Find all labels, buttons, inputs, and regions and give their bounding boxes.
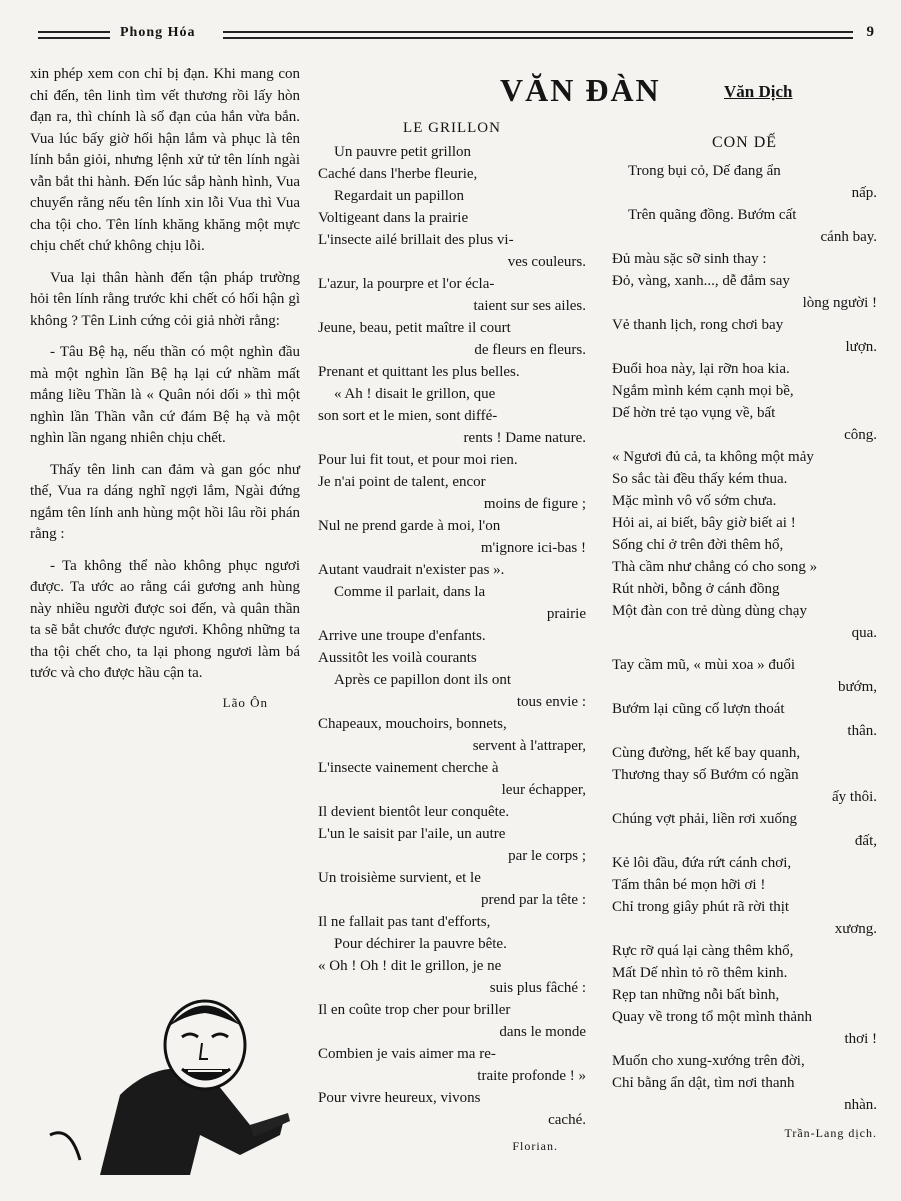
poem-line: Vẻ thanh lịch, rong chơi bay xyxy=(612,317,784,333)
poem-line: Il devient bientôt leur conquête. xyxy=(318,804,510,820)
article-paragraph: xin phép xem con chỉ bị đạn. Khi mang con chỉ đến, tên linh tìm vết thương rồi lấy hòn đạn ra, thì chính là số đạn của hắn vừa bắn. Vua lúc bấy giờ hối hận lắm và phục là tên lính bắn giỏi, nhưng lệnh xử tử tên lính ngài vẫn bắt thi hành. Đến lúc sắp hành hình, Vua chuyển rằng nếu tên lính xin lỗi Vua thì Vua cha tội cho. Tên lính khăng khăng một mực chịu chết chứ không chịu lỗi. xyxy=(30,66,300,254)
section-title: VĂN ĐÀN xyxy=(500,72,661,108)
poem-line: Hỏi ai, ai biết, bây giờ biết ai ! xyxy=(612,515,796,531)
article-paragraph: - Tâu Bệ hạ, nếu thần có một nghìn đầu mà một nghìn lần Bệ hạ lại cứ nhầm mất mắng liều Thần là « Quân nói dối » thì một nghìn lần Thần vẫn cứ đám Bệ hạ và một nghìn lần ngang nhiên chịu chết. xyxy=(30,344,300,446)
poem-line: bướm, xyxy=(838,679,877,695)
article-signature: Lão Ôn xyxy=(222,694,268,710)
poem-line: par le corps ; xyxy=(508,848,586,864)
poem-line: Pour déchirer la pauvre bête. xyxy=(334,936,507,952)
french-poem-title: LE GRILLON xyxy=(403,120,501,136)
cartoon-illustration xyxy=(40,985,290,1175)
viet-poem-signature: Trần-Lang dịch. xyxy=(784,1126,877,1140)
poem-line: Pour lui fit tout, et pour moi rien. xyxy=(318,452,518,468)
header-rule-right xyxy=(223,31,853,33)
magazine-title: Phong Hóa xyxy=(120,25,196,40)
poem-line: Aussitôt les voilà courants xyxy=(318,650,477,666)
poem-line: Il ne fallait pas tant d'efforts, xyxy=(318,914,491,930)
poem-line: Đủ màu sặc sỡ sinh thay : xyxy=(612,251,767,267)
poem-line: So sắc tài đều thấy kém thua. xyxy=(612,471,788,487)
poem-line: cánh bay. xyxy=(820,229,877,245)
poem-line: Pour vivre heureux, vivons xyxy=(318,1090,481,1106)
page-number: 9 xyxy=(866,24,874,40)
viet-poem-lines xyxy=(612,160,877,1116)
poem-line: L'insecte vainement cherche à xyxy=(318,760,499,776)
poem-line: Combien je vais aimer ma re- xyxy=(318,1046,496,1062)
header-rule-right-2 xyxy=(223,37,853,39)
article-paragraph: Vua lại thân hành đến tận pháp trường hỏi tên lính rằng trước khi chết có hối hận gì không ? Tên Linh cứng cỏi giả nhời rằng: xyxy=(30,269,300,329)
poem-line: Trên quãng đồng. Bướm cất xyxy=(628,207,797,223)
poem-line: Prenant et quittant les plus belles. xyxy=(318,364,520,380)
poem-line: traite profonde ! » xyxy=(477,1068,586,1084)
poem-line: Chỉ trong giây phút rã rời thịt xyxy=(612,899,790,915)
poem-line: qua. xyxy=(851,625,877,641)
poem-line: Il en coûte trop cher pour briller xyxy=(318,1002,511,1018)
poem-line: Comme il parlait, dans la xyxy=(334,584,486,600)
poem-line: Mất Dế nhìn tỏ rõ thêm kinh. xyxy=(612,965,788,981)
poem-line: servent à l'attraper, xyxy=(472,738,586,754)
poem-line: lòng người ! xyxy=(802,295,877,311)
french-poem-column xyxy=(318,64,586,1157)
poem-line: « Ah ! disait le grillon, que xyxy=(334,386,496,402)
poem-line: prairie xyxy=(546,606,586,622)
poem-line: nhàn. xyxy=(844,1097,877,1113)
poem-line: « Ngươi đủ cả, ta không một mảy xyxy=(612,449,814,465)
page-header xyxy=(38,22,876,50)
poem-line: Nul ne prend garde à moi, l'on xyxy=(318,518,501,534)
poem-line: Trong bụi cỏ, Dế đang ẩn xyxy=(628,163,781,179)
poem-line: đất, xyxy=(854,833,877,849)
poem-line: Thương thay số Bướm có ngần xyxy=(612,767,799,783)
section-subtitle: Văn Dịch xyxy=(724,82,793,101)
article-paragraph: Thấy tên linh can đảm và gan góc như thế, Vua ra dáng nghĩ ngợi lắm, Ngài đứng ngắm tên lính anh hùng một hồi lâu rồi phán rằng : xyxy=(30,461,300,542)
poem-line: xương. xyxy=(834,921,877,937)
poem-line: Cùng đường, hết kế bay quanh, xyxy=(612,745,801,761)
poem-line: Chapeaux, mouchoirs, bonnets, xyxy=(318,716,507,732)
poem-line: tous envie : xyxy=(516,694,586,710)
poem-line: Autant vaudrait n'exister pas ». xyxy=(318,562,505,578)
poem-line: Je n'ai point de talent, encor xyxy=(318,474,486,490)
poem-line: Rực rỡ quá lại càng thêm khổ, xyxy=(612,943,794,959)
poem-line: de fleurs en fleurs. xyxy=(474,342,586,358)
poem-line: rents ! Dame nature. xyxy=(463,430,586,446)
poem-line: caché. xyxy=(548,1112,586,1128)
french-poem-lines xyxy=(318,141,586,1131)
poem-line: Arrive une troupe d'enfants. xyxy=(318,628,486,644)
poem-line: Un pauvre petit grillon xyxy=(334,144,472,160)
poem-line: dans le monde xyxy=(499,1024,586,1040)
poem-line: Rẹp tan những nỗi bất bình, xyxy=(612,987,780,1003)
poem-line: Sống chỉ ở trên đời thêm hổ, xyxy=(612,537,784,553)
poem-line: Chỉ bằng ẩn dật, tìm nơi thanh xyxy=(612,1075,795,1091)
article-column xyxy=(30,64,300,711)
poem-line: nấp. xyxy=(851,185,877,201)
poem-line: L'un le saisit par l'aile, un autre xyxy=(318,826,506,842)
poem-line: công. xyxy=(844,427,877,443)
poem-line: Voltigeant dans la prairie xyxy=(318,210,469,226)
poem-line: Mặc mình vô vố sớm chưa. xyxy=(612,493,777,509)
header-rule-left xyxy=(38,31,110,33)
poem-line: Đỏ, vàng, xanh..., dễ đắm say xyxy=(612,273,790,289)
poem-line: Kẻ lôi đầu, đứa rứt cánh chơi, xyxy=(612,855,792,871)
poem-line: son sort et le mien, sont diffé- xyxy=(318,408,498,424)
poem-line: suis plus fâché : xyxy=(489,980,586,996)
poem-line: Caché dans l'herbe fleurie, xyxy=(318,166,478,182)
poem-line: Quay về trong tổ một mình thảnh xyxy=(612,1009,812,1025)
poem-line: Tay cầm mũ, « mùi xoa » đuổi xyxy=(612,657,796,673)
poem-line: Ngắm mình kém cạnh mọi bề, xyxy=(612,383,794,399)
poem-line: Un troisième survient, et le xyxy=(318,870,481,886)
poem-line: Dế hờn trẻ tạo vụng về, bất xyxy=(612,405,776,421)
viet-poem-title: CON DẾ xyxy=(711,134,778,151)
poem-line: m'ignore ici-bas ! xyxy=(480,540,586,556)
poem-line: ấy thôi. xyxy=(832,789,877,805)
viet-poem-column xyxy=(612,64,877,1144)
poem-line: lượn. xyxy=(845,339,877,355)
poem-line: ves couleurs. xyxy=(507,254,586,270)
poem-line: Regardait un papillon xyxy=(334,188,464,204)
poem-line: Muốn cho xung-xướng trên đời, xyxy=(612,1053,805,1069)
poem-line: thân. xyxy=(847,723,877,739)
poem-line: Một đàn con trẻ dùng dùng chạy xyxy=(612,603,807,619)
poem-line xyxy=(612,644,877,654)
poem-line: Bướm lại cũng cố lượn thoát xyxy=(612,701,785,717)
poem-line: L'azur, la pourpre et l'or écla- xyxy=(318,276,495,292)
poem-line: thơi ! xyxy=(844,1031,877,1047)
poem-line: Thà cầm như chẳng có cho song » xyxy=(612,559,818,575)
poem-line: taient sur ses ailes. xyxy=(473,298,586,314)
poem-line: Après ce papillon dont ils ont xyxy=(334,672,512,688)
poem-line: Rút nhời, bỗng ở cánh đồng xyxy=(612,581,780,597)
french-poem-signature: Florian. xyxy=(512,1139,558,1153)
poem-line: L'insecte ailé brillait des plus vi- xyxy=(318,232,514,248)
poem-line: Đuổi hoa này, lại rỡn hoa kia. xyxy=(612,361,790,377)
poem-line: Jeune, beau, petit maître il court xyxy=(318,320,511,336)
poem-line: Tấm thân bé mọn hỡi ơi ! xyxy=(612,877,766,893)
poem-line: prend par la tête : xyxy=(481,892,586,908)
poem-line: moins de figure ; xyxy=(483,496,586,512)
article-paragraph: - Ta không thể nào không phục ngươi được. Ta ước ao rằng cái gương anh hùng này nhiều người được soi đến, và quân thần ta sẽ bắt chước được ngươi. Không những ta tha tội chết cho, ta lại phong ngươi làm bá tước và cho được hầu cận ta. xyxy=(30,557,300,681)
poem-line: leur échapper, xyxy=(501,782,586,798)
poem-line: « Oh ! Oh ! dit le grillon, je ne xyxy=(318,958,502,974)
poem-line: Chúng vợt phải, liền rơi xuống xyxy=(612,811,798,827)
header-rule-left-2 xyxy=(38,37,110,39)
